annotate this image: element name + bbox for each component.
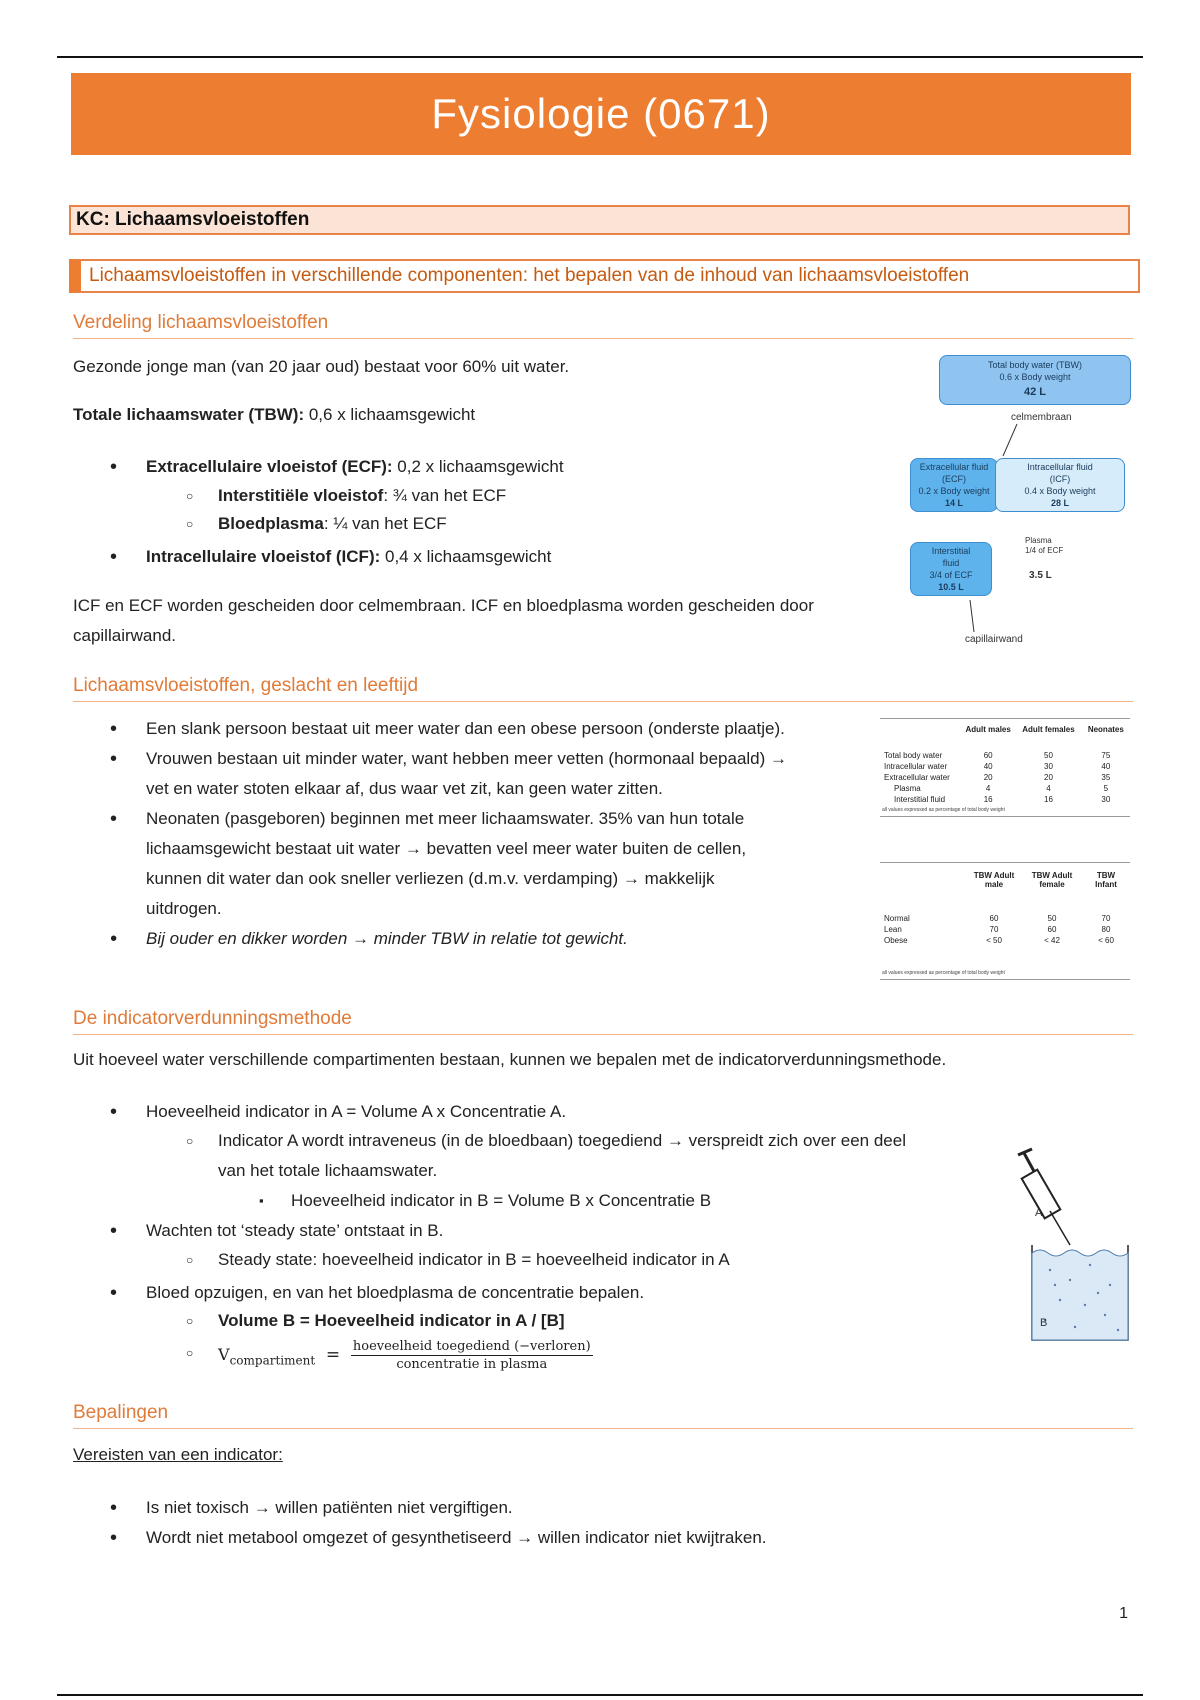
subbullet-volume-b: ○ Volume B = Hoeveelheid indicator in A / [B] <box>218 1306 565 1336</box>
paragraph-indicator-intro: Uit hoeveel water verschillende compartimenten bestaan, kunnen we bepalen met de indicatorverdunningsmethode. <box>73 1050 947 1069</box>
section-heading-geslacht: Lichaamsvloeistoffen, geslacht en leeftijd <box>73 675 1133 702</box>
ecf-line-3: 0.2 x Body weight <box>918 486 990 496</box>
table-cell: 70 <box>1101 914 1111 923</box>
subtitle-heading: Lichaamsvloeistoffen in verschillende componenten: het bepalen van de inhoud van lichaamsvloeistoffen <box>69 259 1140 293</box>
table-cell: < 60 <box>1098 936 1114 945</box>
tbw-value: 0,6 x lichaamsgewicht <box>304 405 476 424</box>
table-cell: 30 <box>1101 795 1111 804</box>
icf-line-4: 28 L <box>1050 498 1069 508</box>
table-cell: 5 <box>1103 784 1109 793</box>
table-cell: 35 <box>1101 773 1111 782</box>
table-cell: Plasma <box>894 784 921 793</box>
table-cell: Total body water <box>884 751 943 760</box>
table-row <box>880 935 1130 946</box>
table-cell: 50 <box>1047 914 1057 923</box>
section-heading-bepalingen: Bepalingen <box>73 1402 1133 1429</box>
plasma-volume: 3.5 L <box>1029 570 1052 581</box>
tbw-line-1: Total body water (TBW) <box>987 360 1083 370</box>
bullet-vrouwen-line-2: vet en water stoten elkaar af, dus waar vet zit, kan geen water zitten. <box>146 779 663 798</box>
table-1-footnote: all values expressed as percentage of total body weight <box>882 807 1005 813</box>
isf-line-4: 10.5 L <box>938 582 964 592</box>
bullet-neonaten-line-2: lichaamsgewicht bestaat uit water → bevatten veel meer water buiten de cellen, <box>146 839 747 858</box>
table-header-cell: TBW Adult male <box>973 871 1015 889</box>
isf-box <box>910 542 992 596</box>
table-cell: 60 <box>1047 925 1057 934</box>
membrane-arrow <box>995 422 1025 462</box>
table-cell: Intracellular water <box>884 762 948 771</box>
plasma-value: : ¼ van het ECF <box>323 514 447 533</box>
section-heading-verdeling: Verdeling lichaamsvloeistoffen <box>73 312 1133 339</box>
plasma-label: Bloedplasma <box>218 514 324 533</box>
bullet-niet-toxisch: • Is niet toxisch → willen patiënten niet vergiftigen. <box>146 1493 513 1523</box>
bullet-vrouwen-line-1: • Vrouwen bestaan uit minder water, want hebben meer vetten (hormonaal bepaald) → <box>146 749 788 768</box>
ecf-value: 0,2 x lichaamsgewicht <box>392 457 564 476</box>
bullet-slank: • Een slank persoon bestaat uit meer water dan een obese persoon (onderste plaatje). <box>146 714 785 744</box>
icf-line-3: 0.4 x Body weight <box>1024 486 1096 496</box>
formula-equals: = <box>325 1344 341 1365</box>
table-2-header <box>880 863 1130 897</box>
table-cell: 20 <box>983 773 993 782</box>
plasma-label <box>1025 536 1063 556</box>
formula-numerator: hoeveelheid toegediend (−verloren) <box>352 1339 591 1354</box>
body-water-table-2 <box>880 862 1130 980</box>
ecf-line-4: 14 L <box>944 498 963 508</box>
table-row <box>880 772 1130 783</box>
isf-label: Interstitiële vloeistof <box>218 486 384 505</box>
body-water-table-1 <box>880 718 1130 817</box>
syringe-beaker-drawing <box>1010 1145 1140 1350</box>
ecf-line-1: Extracellular fluid <box>919 462 989 472</box>
syringe-icon <box>1018 1149 1070 1245</box>
table-row <box>880 783 1130 794</box>
table-cell: Extracellular water <box>884 773 950 782</box>
tbw-label: Totale lichaamswater (TBW): <box>73 405 305 424</box>
table-cell: 4 <box>985 784 991 793</box>
bullet-ecf <box>146 452 564 482</box>
table-cell: Interstitial fluid <box>894 795 946 804</box>
formula-compartment <box>218 1338 593 1375</box>
body-water-diagram <box>905 350 1135 650</box>
table-header-cell <box>880 863 966 897</box>
bullet-neonaten-line-4: uitdrogen. <box>146 899 222 918</box>
formula-denominator: concentratie in plasma <box>396 1357 548 1372</box>
bullet-hoeveelheid-a: • Hoeveelheid indicator in A = Volume A x Concentratie A. <box>146 1097 566 1127</box>
table-row <box>880 750 1130 761</box>
isf-line-2: fluid <box>942 558 960 568</box>
table-header-cell: Neonates <box>1087 725 1124 734</box>
capillary-arrow <box>960 598 990 638</box>
table-cell: Normal <box>884 914 910 923</box>
icf-value: 0,4 x lichaamsgewicht <box>380 547 552 566</box>
table-cell: 4 <box>1046 784 1051 793</box>
table-cell: 16 <box>1044 795 1053 804</box>
syringe-beaker-illustration <box>1010 1145 1140 1350</box>
tbw-line-2: 0.6 x Body weight <box>999 372 1071 382</box>
subsubbullet-hoeveelheid-b: ▪ Hoeveelheid indicator in B = Volume B x Concentratie B <box>291 1186 711 1216</box>
bullet-neonaten-line-3: kunnen dit water dan ook sneller verliezen (d.m.v. verdamping) → makkelijk <box>146 869 715 888</box>
bullet-ouder: • Bij ouder en dikker worden → minder TBW in relatie tot gewicht. <box>146 924 628 954</box>
section-heading-indicator: De indicatorverdunningsmethode <box>73 1008 1133 1035</box>
subbullet-intraveneus-line-2: van het totale lichaamswater. <box>218 1161 438 1180</box>
table-cell: 50 <box>1044 751 1053 760</box>
subbullet-intraveneus-line-1: ○ Indicator A wordt intraveneus (in de bloedbaan) toegediend → verspreidt zich over een deel <box>218 1131 906 1150</box>
plasma-line-2: 1/4 of ECF <box>1025 546 1064 555</box>
formula-subscript: compartiment <box>229 1353 316 1368</box>
icf-line-1: Intracellular fluid <box>1027 462 1093 472</box>
paragraph-water: Gezonde jonge man (van 20 jaar oud) bestaat voor 60% uit water. <box>73 357 570 376</box>
table-cell: 60 <box>989 914 999 923</box>
bullet-niet-metabool: • Wordt niet metabool omgezet of gesynthetiseerd → willen indicator niet kwijtraken. <box>146 1523 767 1553</box>
table-cell: < 50 <box>986 936 1002 945</box>
icf-box <box>995 458 1125 512</box>
ecf-label: Extracellulaire vloeistof (ECF): <box>146 457 393 476</box>
bullet-neonaten <box>146 804 746 924</box>
table-cell: 30 <box>1044 762 1053 771</box>
table-2-footnote: all values expressed as percentage of total body weight <box>882 970 1005 976</box>
plasma-line-1: Plasma <box>1025 536 1052 545</box>
table-cell: 16 <box>983 795 993 804</box>
paragraph-membrane-2: capillairwand. <box>73 626 176 645</box>
table-cell: Lean <box>884 925 902 934</box>
table-cell: < 42 <box>1044 936 1060 945</box>
icf-label: Intracellulaire vloeistof (ICF): <box>146 547 381 566</box>
bottom-rule <box>57 1694 1143 1696</box>
page-number: 1 <box>1119 1605 1128 1622</box>
paragraph-membrane-1: ICF en ECF worden gescheiden door celmembraan. ICF en bloedplasma worden gescheiden door <box>73 596 814 615</box>
isf-value: : ¾ van het ECF <box>383 486 507 505</box>
table-header-cell: Adult females <box>1022 725 1075 734</box>
bullet-icf <box>146 542 551 572</box>
table-1-header <box>880 719 1130 740</box>
capillary-label: capillairwand <box>965 634 1023 645</box>
bullet-vrouwen <box>146 744 787 804</box>
bullet-neonaten-line-1: • Neonaten (pasgeboren) beginnen met meer lichaamswater. 35% van hun totale <box>146 809 745 828</box>
table-cell: 80 <box>1101 925 1111 934</box>
table-header-cell: TBW Adult female <box>1031 871 1073 889</box>
top-rule <box>57 56 1143 58</box>
table-cell: 60 <box>983 751 993 760</box>
formula-fraction <box>351 1338 593 1373</box>
table-cell: 70 <box>989 925 999 934</box>
table-cell: 75 <box>1101 751 1111 760</box>
table-cell: Obese <box>884 936 908 945</box>
table-row <box>880 913 1130 924</box>
subbullet-steady-state: ○ Steady state: hoeveelheid indicator in B = hoeveelheid indicator in A <box>218 1245 730 1275</box>
ecf-box <box>910 458 998 512</box>
table-header-cell <box>880 719 961 740</box>
table-2 <box>880 863 1130 968</box>
table-1 <box>880 719 1130 805</box>
table-header-cell: Adult males <box>965 725 1011 734</box>
table-row <box>880 924 1130 935</box>
bullet-steady-state: • Wachten tot ‘steady state’ ontstaat in B. <box>146 1216 443 1246</box>
formula-v: V <box>218 1344 230 1364</box>
table-row <box>880 794 1130 805</box>
membrane-label: celmembraan <box>1011 412 1072 423</box>
label-b: B <box>1040 1317 1048 1329</box>
paragraph-tbw <box>73 400 475 430</box>
table-cell: 20 <box>1044 773 1053 782</box>
ecf-line-2: (ECF) <box>942 474 966 484</box>
subbullet-plasma <box>218 509 447 539</box>
subbullet-intraveneus <box>218 1126 906 1186</box>
bullet-bloed: • Bloed opzuigen, en van het bloedplasma de concentratie bepalen. <box>146 1278 644 1308</box>
isf-line-1: Interstitial <box>931 546 971 556</box>
table-cell: 40 <box>1101 762 1111 771</box>
table-cell: 40 <box>983 762 993 771</box>
label-a: A <box>1035 1207 1043 1219</box>
isf-line-3: 3/4 of ECF <box>929 570 973 580</box>
table-row <box>880 761 1130 772</box>
icf-line-2: (ICF) <box>1049 474 1071 484</box>
tbw-box <box>939 355 1131 405</box>
page-title: Fysiologie (0671) <box>71 73 1131 155</box>
subbullet-isf <box>218 481 506 511</box>
kc-heading: KC: Lichaamsvloeistoffen <box>69 205 1130 235</box>
tbw-line-3: 42 L <box>1023 386 1046 398</box>
table-header-cell: TBW Infant <box>1095 871 1117 889</box>
subheading-vereisten: Vereisten van een indicator: <box>73 1445 283 1464</box>
